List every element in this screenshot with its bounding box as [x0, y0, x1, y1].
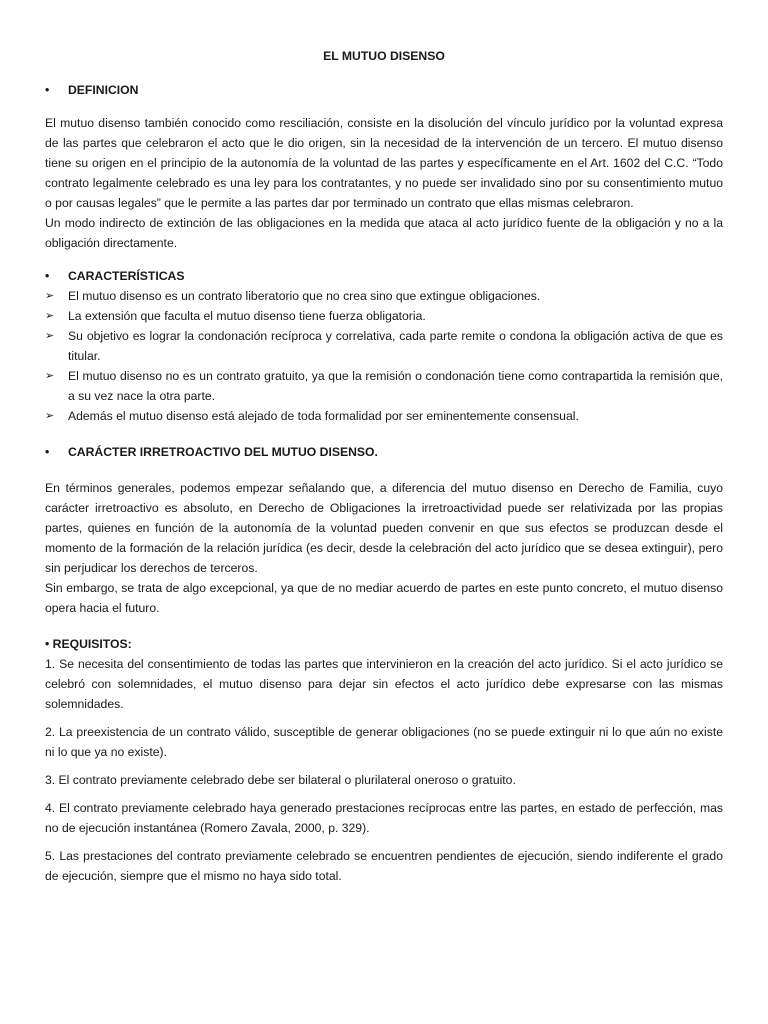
caracteristicas-list — [45, 286, 723, 426]
arrow-bullet-icon: ➢ — [45, 310, 55, 322]
irretroactivo-paragraph-2: Sin embargo, se trata de algo excepcional, ya que de no mediar acuerdo de partes en este punto concreto, el mutuo disenso opera hacia el futuro. — [45, 581, 723, 615]
list-item-text: Su objetivo es lograr la condonación recíproca y correlativa, cada parte remite o condona la obligación activa de que es titular. — [68, 329, 723, 363]
list-item-text: El mutuo disenso es un contrato liberatorio que no crea sino que extingue obligaciones. — [68, 289, 541, 303]
list-item-text: Además el mutuo disenso está alejado de toda formalidad por ser eminentemente consensual. — [68, 409, 579, 423]
list-item — [45, 406, 723, 426]
section-heading-requisitos: • REQUISITOS: — [45, 637, 132, 651]
section-heading-caracteristicas — [45, 266, 723, 286]
arrow-bullet-icon: ➢ — [45, 290, 55, 302]
arrow-bullet-icon: ➢ — [45, 330, 55, 342]
requisito-item-4: 4. El contrato previamente celebrado haya generado prestaciones recíprocas entre las partes, en estado de perfección, mas no de ejecución instantánea (Romero Zavala, 2000, p. 329). — [45, 801, 723, 835]
heading-text: CARÁCTER IRRETROACTIVO DEL MUTUO DISENSO. — [68, 445, 378, 459]
arrow-bullet-icon: ➢ — [45, 410, 55, 422]
bullet-icon: • — [45, 83, 50, 97]
definicion-paragraph-2: Un modo indirecto de extinción de las obligaciones en la medida que ataca al acto jurídico fuente de la obligación y no a la obligación directamente. — [45, 216, 723, 250]
bullet-icon: • — [45, 445, 50, 459]
requisito-item-1: 1. Se necesita del consentimiento de todas las partes que intervinieron en la creación del acto jurídico. Si el acto jurídico se celebró con solemnidades, el mutuo disenso para dejar sin efectos el acto jurídico debe expresarse con las mismas solemnidades. — [45, 657, 723, 711]
list-item — [45, 366, 723, 406]
list-item — [45, 306, 723, 326]
heading-text: DEFINICION — [68, 83, 139, 97]
document-body — [45, 46, 723, 886]
list-item-text: La extensión que faculta el mutuo disenso tiene fuerza obligatoria. — [68, 309, 426, 323]
document-title: EL MUTUO DISENSO — [323, 49, 445, 63]
list-item-text: El mutuo disenso no es un contrato gratuito, ya que la remisión o condonación tiene como contrapartida la remisión que, a su vez nace la otra parte. — [68, 369, 723, 403]
bullet-icon: • — [45, 269, 50, 283]
section-heading-irretroactivo — [45, 442, 723, 462]
requisito-item-5: 5. Las prestaciones del contrato previamente celebrado se encuentren pendientes de ejecución, siendo indiferente el grado de ejecución, siempre que el mismo no haya sido total. — [45, 849, 723, 883]
definicion-paragraph-1: El mutuo disenso también conocido como resciliación, consiste en la disolución del vínculo jurídico por la voluntad expresa de las partes que celebraron el acto que le dio origen, sin la necesidad de la intervención de un tercero. El mutuo disenso tiene su origen en el principio de la autonomía de la voluntad de las partes y específicamente en el Art. 1602 del C.C. “Todo contrato legalmente celebrado es una ley para los contratantes, y no puede ser invalidado sino por su consentimiento mutuo o por causas legales” que le permite a las partes dar por terminado un contrato que ellas mismas celebraron. — [45, 116, 723, 210]
irretroactivo-paragraph-1: En términos generales, podemos empezar señalando que, a diferencia del mutuo disenso en Derecho de Familia, cuyo carácter irretroactivo es absoluto, en Derecho de Obligaciones la irretroactividad puede ser relativizada por las propias partes, quienes en función de la autonomía de la voluntad pueden convenir en que sus efectos se produzcan desde el momento de la formación de la relación jurídica (es decir, desde la celebración del acto jurídico que se desea extinguir), pero sin perjudicar los derechos de terceros. — [45, 481, 723, 575]
arrow-bullet-icon: ➢ — [45, 370, 55, 382]
list-item — [45, 326, 723, 366]
requisito-item-2: 2. La preexistencia de un contrato válido, susceptible de generar obligaciones (no se puede extinguir ni lo que aún no existe ni lo que ya no existe). — [45, 725, 723, 759]
section-heading-definicion — [45, 80, 723, 100]
requisito-item-3: 3. El contrato previamente celebrado debe ser bilateral o plurilateral oneroso o gratuito. — [45, 773, 516, 787]
list-item — [45, 286, 723, 306]
heading-text: CARACTERÍSTICAS — [68, 269, 185, 283]
